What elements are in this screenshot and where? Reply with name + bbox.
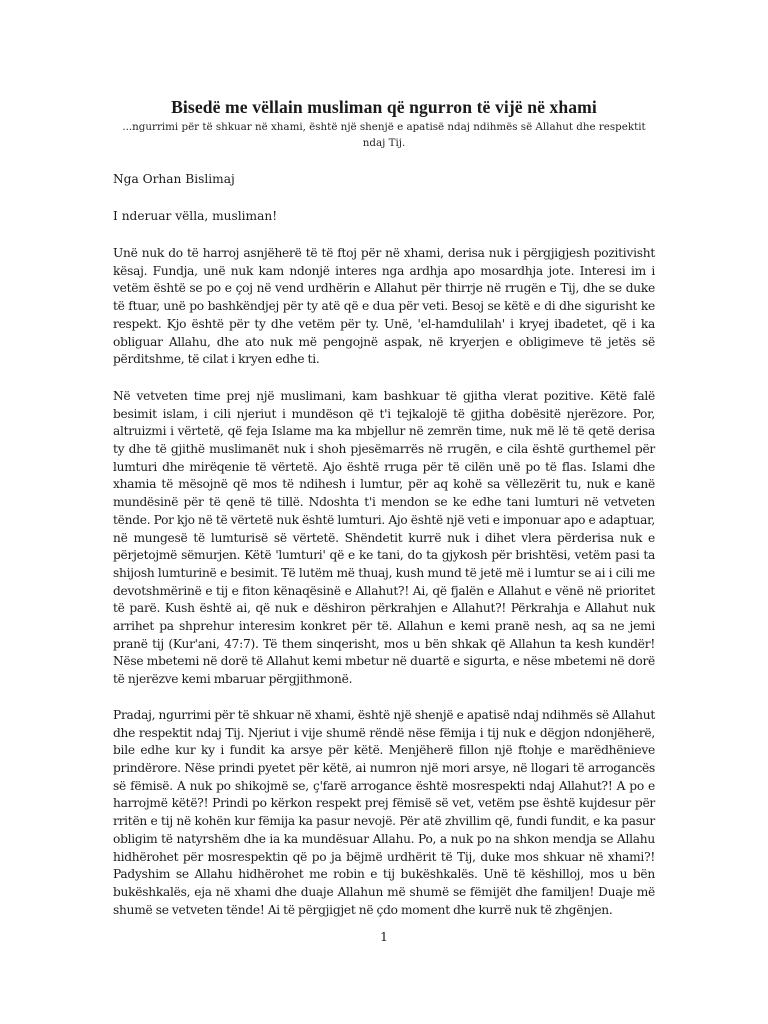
author-byline: Nga Orhan Bislimaj [113, 172, 235, 186]
salutation: I nderuar vëlla, musliman! [113, 209, 278, 223]
body-paragraph-1: Unë nuk do të harroj asnjëherë të të ftoj për në xhami, derisa nuk i përgjigjesh pozitivisht kësaj. Fundja, unë nuk kam ndonjë interes nga ardhja apo mosardhja jote. Interesi im i vetëm është se po e çoj në vend urdhërin e Allahut për thirrje në rrugën e Tij, dhe se duke të ftuar, unë po bashkëndjej për ty atë që e dua për veti. Besoj se këtë e di dhe sigurisht ke respekt. Kjo është për ty dhe vetëm për ty. Unë, 'el-hamdulilah' i kryej ibadetet, që i ka obliguar Allahu, dhe ato nuk më pengojnë aspak, në kryerjen e obligimeve të jetës së përditshme, të cilat i kryen edhe ti. [113, 246, 655, 367]
document-title: Bisedë me vëllain musliman që ngurron të vijë në xhami [171, 97, 597, 117]
body-paragraph-2: Në vetveten time prej një muslimani, kam bashkuar të gjitha vlerat pozitive. Këtë falë besimit islam, i cili njeriut i mundëson që t'i tejkalojë të gjitha dobësitë njerëzore. Por, altruizmi i vërtetë, që feja Islame ma ka mbjellur në zemrën time, nuk më lë të qetë derisa ty dhe të gjithë muslimanët nuk i shoh pjesëmarrës në rrugën, e cila është gurthemel për lumturi dhe mirëqenie të vërtetë. Ajo është rruga për të cilën unë po të flas. Islami dhe xhamia të mësojnë që mos të ndihesh i lumtur, për aq kohë sa vëllezërit tu, nuk e kanë mundësinë për të qenë të tillë. Ndoshta t'i mendon se ke edhe tani lumturi në vetveten tënde. Por kjo në të vërtetë nuk është lumturi. Ajo është një veti e imponuar apo e adaptuar, në mungesë të lumturisë së vërtetë. Shëndetit kurrë nuk i dihet vlera përderisa nuk e përjetojmë sëmurjen. Këtë 'lumturi' që e ke tani, do ta gjykosh për brishtësi, vetëm pasi ta shijosh lumturinë e besimit. Të lutëm më thuaj, kush mund të jetë më i lumtur se ai i cili me devotshmërinë e tij e fiton kënaqësinë e Allahut?! Ai, që fjalën e Allahut e vënë në prioritet të parë. Kush është ai, që nuk e dëshiron përkrahjen e Allahut?! Përkrahja e Allahut nuk arrihet pa shprehur interesim konkret për të. Allahun e kemi pranë nesh, aq sa ne jemi pranë tij (Kur'ani, 47:7). Të them sinqerisht, mos u bën shkak që Allahun ta kesh kundër! Nëse mbetemi në dorë të Allahut kemi mbetur në duartë e sigurta, e nëse mbetemi në dorë të njerëzve kemi mbaruar përgjithmonë. [113, 388, 655, 687]
document-subtitle: ...ngurrimi për të shkuar në xhami, është një shenjë e apatisë ndaj ndihmës së Allahut dhe respektit ndaj Tij. [122, 121, 646, 149]
document-page [113, 96, 655, 919]
body-paragraph-3: Pradaj, ngurrimi për të shkuar në xhami, është një shenjë e apatisë ndaj ndihmës së Allahut dhe respektit ndaj Tij. Njeriut i vije shumë rëndë nëse fëmija i tij nuk e dëgjon ndonjëherë, bile edhe kur ky i fundit ka arsye për këtë. Menjëherë fillon një ftohje e marëdhënieve prindërore. Nëse prindi pyetet për këtë, ai numron një mori arsye, në llogari të arrogancës së fëmisë. A nuk po shikojmë se, ç'farë arrogance është mosrespekti ndaj Allahut?! A po e harrojmë këtë?! Prindi po kërkon respekt prej fëmisë së vet, vetëm pse është kujdesur për rritën e tij në kohën kur fëmija ka pasur nevojë. Për atë zhvillim që, fundi fundit, e ka pasur obligim të natyrshëm dhe ia ka mundësuar Allahu. Po, a nuk po na shkon mendja se Allahu hidhërohet për mosrespektin që po ja bëjmë urdhërit të Tij, duke mos shkuar në xhami?! Padyshim se Allahu hidhërohet me robin e tij bukëshkalës. Unë të këshilloj, mos u bën bukëshkalës, eja në xhami dhe duaje Allahun më shumë se fëmijët dhe familjen! Duaje më shumë se vetveten tënde! Ai të përgjigjet në çdo moment dhe kurrë nuk të zhgënjen. [113, 707, 655, 917]
page-number: 1 [380, 930, 388, 944]
